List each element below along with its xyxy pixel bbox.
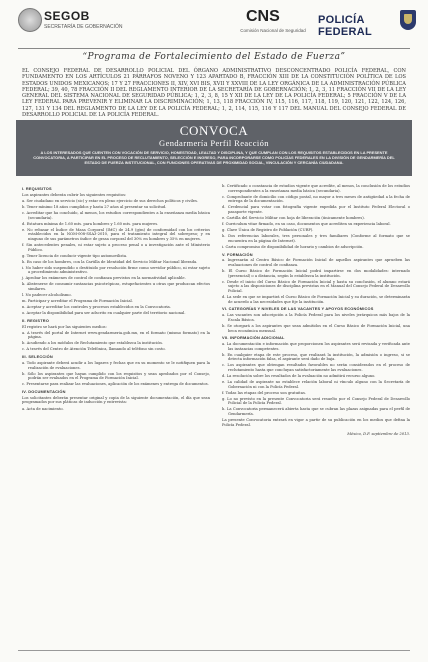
list-item: l. No padecer alcoholismo. <box>22 293 72 298</box>
list-item: i. No haber sido suspendido o destituido por resolución firme como servidor público, ni estar sujeto a procedimiento administrativo. <box>22 265 210 275</box>
list-item: h. La Convocatoria permanecerá abierta hasta que se cubran las plazas asignadas para el perfil de Gendarmería. <box>222 407 410 417</box>
list-item: d. La resolución sobre los resultados de la evaluación no admitirá recurso alguno. <box>222 374 376 379</box>
program-title: “Programa de Fortalecimiento del Estado de Fuerza” <box>82 52 346 62</box>
list-item: f. Todas las etapas del proceso son gratuitas. <box>222 390 307 395</box>
list-item: a. Ser ciudadano en servicio (sic) y estar en pleno ejercicio de sus derechos políticos y civiles. <box>22 198 199 203</box>
list-item: b. Se otorgará a los aspirantes que sean admitidos en el Curso Básico de Formación Inicial, una beca económica mensual. <box>222 323 410 333</box>
list-item: n. Aceptar y acreditar los controles y procesos establecidos en la Convocatoria. <box>22 305 171 310</box>
section-title: VII. INFORMACIÓN ADICIONAL <box>222 335 285 341</box>
list-item: b. En cualquier etapa de este proceso, que realizará la institución, la admisión o ingreso, si se detecta información falsa, el aspirante será dado de baja. <box>222 352 410 362</box>
list-item: a. La documentación e información que proporcionen los aspirantes será revisada y verificada ante las instancias competentes. <box>222 341 410 351</box>
cns-subtitle: Comisión Nacional de Seguridad <box>240 28 306 33</box>
section-title: V. FORMACIÓN <box>222 251 253 257</box>
segob-logo <box>18 8 138 42</box>
list-item: e. La calidad de aspirante no establece relación laboral ni vínculo alguno con la Secretaría de Gobernación ni con la Policía Federal. <box>222 380 410 389</box>
header-divider <box>18 48 410 49</box>
policia-federal-logo <box>318 10 418 40</box>
list-item: c. Los aspirantes que obtengan resultados favorables no serán considerados en el proceso de reclutamiento hasta que concluyan satisfactoriamente las evaluaciones. <box>222 363 410 373</box>
list-item: f. Sin antecedentes penales, ni estar sujeto a proceso penal o a investigación ante el Ministerio Público. <box>22 243 210 252</box>
list-item: m. Participar y acreditar el Programa de Formación Inicial. <box>22 299 133 304</box>
section-title: II. REGISTRO <box>22 317 50 323</box>
list-item: g. Clave Única de Registro de Población (CURP). <box>222 228 314 233</box>
shield-icon <box>400 10 416 30</box>
banner-body: A LOS INTERESADOS QUE CUENTEN CON VOCACIÓN DE SERVICIO, HONESTIDAD, LEALTAD Y DISCIPLINA, Y QUE CUMPLAN CON LOS REQUISITOS ESTABLECIDOS EN LA PRESENTE CONVOCATORIA, A PARTICIPAR EN EL PROCESO DE RECLUTAMIENTO, SELECCIÓN E INGRESO, PARA INCORPORARSE COMO POLICÍAS FEDERALES EN LA DIVISIÓN DE GENDARMERÍA DEL ESTADO DE FUERZA INSTITUCIONAL, CON FUNCIONES OPERATIVAS DE PROXIMIDAD SOCIAL, VINCULACIÓN Y CERCANÍA CIUDADANA. <box>33 150 395 165</box>
list-item: i. Carta compromiso de disponibilidad de horario y cambios de adscripción. <box>222 244 364 249</box>
national-seal-icon <box>18 8 42 32</box>
list-item: d. La sede en que se impartirá el Curso Básico de Formación Inicial y su duración, se determinarán de acuerdo a las necesidades que fije la institución. <box>222 295 410 304</box>
list-item: j. Aprobar los exámenes de control de confianza previstos en la normatividad aplicable. <box>22 276 186 281</box>
footer-divider <box>18 650 410 651</box>
left-column <box>22 184 210 644</box>
banner-title: CONVOCA <box>179 123 249 138</box>
list-item: g. Lo no previsto en la presente Convocatoria será resuelto por el Consejo Federal de Desarrollo Policial de la Policía Federal. <box>222 396 410 406</box>
banner-subtitle: Gendarmería Perfil Reacción <box>159 138 269 148</box>
list-item: b. Tener mínimo 18 años cumplidos y hasta 27 años al presentar su solicitud. <box>22 204 167 209</box>
list-item: d. Credencial para votar con fotografía vigente expedida por el Instituto Federal Electoral o pasaporte vigente. <box>222 205 410 215</box>
list-item: c. Comprobante de domicilio con código postal, no mayor a tres meses de antigüedad a la fecha de entrega de la documentación. <box>222 194 410 204</box>
list-item: e. No rebasar el Índice de Masa Corporal (IMC) de 24.9 (g/m) de conformidad con los criterios establecidos en la NOM-008-SSA3-2010, para el tratamiento integral del sobrepeso; y en ninguno de sus parámetros índice de grasa corporal del 30% en hombres y 35% en mujeres. <box>22 227 210 242</box>
cns-name: CNS <box>246 8 280 25</box>
section-title: IV. DOCUMENTACIÓN <box>22 388 66 394</box>
list-item: a. A través del portal de Internet www.gendarmeria.gob.mx, en el formato (mismo formato) en la página. <box>22 330 210 340</box>
list-item: c. A través del Centro de Atención Telefónica, llamando al teléfono sin costo. <box>22 347 166 352</box>
list-item: a. Las vacantes son adscripción a la Policía Federal para los niveles jerárquicos más bajos de la Escala Básica. <box>222 313 410 322</box>
list-item: c. Desde el inicio del Curso Básico de Formación Inicial y hasta su conclusión, el alumno estará sujeto a las disposiciones de disciplina previstas en el Manual del Consejo Federal de Desarrollo Policial. <box>222 279 410 294</box>
list-item: b. Certificado o constancia de estudios vigente que acredite, al menos, la conclusión de los estudios correspondientes a la enseñanza media básica (secundaria). <box>222 184 410 193</box>
list-item: d. Estatura mínima de 1.60 mts. para hombres y 1.60 mts. para mujeres. <box>22 221 159 226</box>
right-column <box>222 184 410 644</box>
list-item: b. Sólo los aspirantes que hayan cumplido con los requisitos y sean aprobados por el Consejo, podrán ser evaluados en el Programa de Formación Inicial. <box>22 371 210 381</box>
list-item: b. Acudiendo a los módulos de Reclutamiento que establezca la institución. <box>22 341 163 346</box>
section-title: III. SELECCIÓN <box>22 354 53 360</box>
section-title: I. REQUISITOS <box>22 186 52 191</box>
policia-federal-name: POLICÍA FEDERAL <box>318 14 373 38</box>
cns-logo <box>238 8 308 42</box>
list-item: c. Presentarse para realizar las evaluaciones, aplicación de los exámenes y entrega de documentos. <box>22 382 209 387</box>
list-item: a. Todo aspirante deberá acudir a los lugares y fechas que en su momento se le notifiquen para la realización de evaluaciones. <box>22 360 210 370</box>
segob-name: SEGOB <box>44 9 90 23</box>
list-item: a. Acta de nacimiento. <box>22 406 64 411</box>
header <box>0 0 428 50</box>
paragraph: La presente Convocatoria entrará en vigor a partir de su publicación en los medios que defina la Policía Federal. <box>222 418 410 427</box>
list-item: o. Aceptar la disponibilidad para ser adscrito en cualquier parte del territorio nacional. <box>22 311 186 316</box>
convoca-banner <box>16 120 412 176</box>
paragraph: Los aspirantes deberán cubrir los siguientes requisitos: <box>22 192 127 197</box>
list-item: e. Cartilla del Servicio Militar con hoja de liberación (únicamente hombres). <box>222 216 365 221</box>
signoff-date: México, D.F. septiembre de 2013. <box>347 431 410 436</box>
section-title: VI. CATEGORÍAS Y NIVELES DE LAS VACANTES Y APOYOS ECONÓMICOS <box>222 306 374 312</box>
list-item: k. Abstenerse de consumir sustancias psicotrópicas, estupefacientes u otras que produzcan efectos similares. <box>22 282 210 292</box>
list-item: h. En caso de los hombres, con la Cartilla de Identidad del Servicio Militar Nacional liberada. <box>22 259 198 264</box>
list-item: h. Dos referencias laborales, tres personales y tres familiares (Conforme al formato que se encuentra en la página de Internet). <box>222 234 410 243</box>
intro-paragraph: EL CONSEJO FEDERAL DE DESARROLLO POLICIAL DEL ÓRGANO ADMINISTRATIVO DESCONCENTRADO POLICÍA FEDERAL, CON FUNDAMENTO EN LOS ARTÍCULOS 21 PÁRRAFOS NOVENO Y 123 APARTADO B, FRACCIÓN XIII DE LA CONSTITUCIÓN POLÍTICA DE LOS ESTADOS UNIDOS MEXICANOS; 17 Y 27 FRACCIONES II, XIV, XVI BIS, XVII Y XXVIII DE LA LEY ORGÁNICA DE LA ADMINISTRACIÓN PÚBLICA FEDERAL; 39, 40, 78 FRACCIÓN II DEL REGLAMENTO INTERIOR DE LA SECRETARÍA DE GOBERNACIÓN; 1, 2, 3, 11 FRACCIÓN VII DE LA LEY GENERAL DEL SISTEMA NACIONAL DE SEGURIDAD PÚBLICA; 1, 2, 3, 8, 15 Y XII DE LA LEY DE LA POLICÍA FEDERAL; 5 FRACCIÓN V DE LA LEY FEDERAL PARA PREVENIR Y ELIMINAR LA DISCRIMINACIÓN; 1, 13, 118 FRACCIÓN IV, 115, 116, 117, 118, 119, 120, 121, 122, 124, 126, 127, 131 Y 134 DEL REGLAMENTO DE LA LEY DE LA POLICÍA FEDERAL; 1, 2, 114, 115, 116 Y 117 DEL MANUAL DEL CONSEJO FEDERAL DE DESARROLLO POLICIAL DE LA POLICÍA FEDERAL. <box>22 68 406 119</box>
list-item: c. Acreditar que ha concluido, al menos, los estudios correspondientes a la enseñanza media básica (secundaria). <box>22 210 210 220</box>
segob-subtitle: SECRETARÍA DE GOBERNACIÓN <box>44 24 123 30</box>
list-item: a. Ingresarán al Centro Básico de Formación Inicial de aquellos aspirantes que aprueben las evaluaciones de control de confianza. <box>222 258 410 267</box>
list-item: f. Curriculum vitae firmado, en su caso, documentos que acrediten su experiencia laboral. <box>222 222 391 227</box>
list-item: g. Tener licencia de conducir vigente tipo automovilista. <box>22 253 128 258</box>
paragraph: Los solicitantes deberán presentar original y copia de la siguiente documentación, el día que sean programados por sus pláticas de inducción y entrevista: <box>22 395 210 405</box>
list-item: b. El Curso Básico de Formación Inicial podrá impartirse en dos modalidades: internado (presencial) o a distancia, según lo establezca la institución. <box>222 268 410 278</box>
paragraph: El registro se hará por las siguientes medios: <box>22 324 107 329</box>
